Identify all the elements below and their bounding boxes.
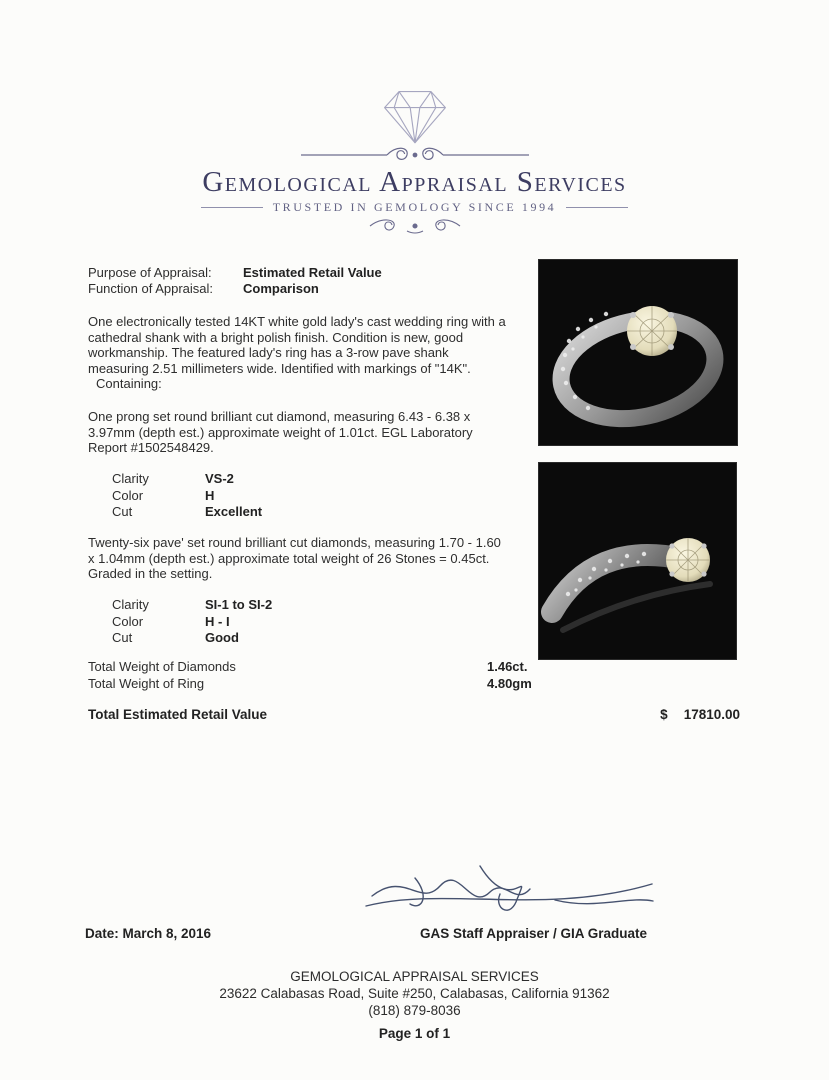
- footer-company: GEMOLOGICAL APPRAISAL SERVICES: [290, 969, 539, 984]
- cut-label: Cut: [112, 504, 133, 519]
- currency-symbol: $: [660, 707, 668, 722]
- containing-label: Containing:: [96, 376, 162, 391]
- ring-photo-top: [538, 259, 738, 446]
- clarity-value: SI-1 to SI-2: [205, 597, 273, 612]
- appraiser-title: GAS Staff Appraiser / GIA Graduate: [420, 926, 648, 941]
- tagline-rule-left: [201, 207, 263, 208]
- purpose-value: Estimated Retail Value: [243, 265, 382, 280]
- ring-description: One electronically tested 14KT white gold lady's cast wedding ring with a cathedral shank with a bright polish finish. Condition is new, good workmanship. The featured lady's ring has a 3-row pave shank measuring 2.51 millimeters wide. Identified with markings of "14K".: [88, 314, 506, 376]
- stone1-description: One prong set round brilliant cut diamond, measuring 6.43 - 6.38 x 3.97mm (depth est.) approximate weight of 1.01ct. EGL Laboratory Report #1502548429.: [88, 409, 473, 455]
- stone2-grades: [112, 597, 534, 647]
- total-ring-value: 4.80gm: [487, 675, 532, 691]
- appraiser-signature: [360, 856, 660, 932]
- letterhead: [0, 82, 829, 236]
- total-diamonds-value: 1.46ct.: [487, 659, 528, 674]
- function-value: Comparison: [243, 280, 319, 296]
- cut-label: Cut: [112, 630, 133, 645]
- cut-value: Good: [205, 630, 239, 645]
- color-label: Color: [112, 613, 144, 629]
- footer-phone: (818) 879-8036: [368, 1003, 461, 1018]
- diamond-outline-icon: [0, 82, 829, 146]
- ring-description-block: [88, 314, 510, 392]
- cut-value: Excellent: [205, 504, 263, 519]
- tagline-rule-right: [566, 207, 628, 208]
- color-value: H: [205, 487, 215, 503]
- appraisal-purpose-block: [88, 265, 510, 296]
- total-diamonds-label: Total Weight of Diamonds: [88, 659, 236, 674]
- total-ring-label: Total Weight of Ring: [88, 675, 205, 691]
- stone2-description: Twenty-six pave' set round brilliant cut diamonds, measuring 1.70 - 1.60 x 1.04mm (depth est.) approximate total weight of 26 Stones = 0.45ct. Graded in the setting.: [88, 535, 501, 581]
- retail-amount: 17810.00: [683, 707, 740, 722]
- retail-value-row: [88, 707, 740, 723]
- clarity-value: VS-2: [205, 471, 234, 486]
- appraisal-date: Date: March 8, 2016: [85, 926, 212, 941]
- tagline-row: [0, 200, 829, 216]
- clarity-label: Clarity: [112, 471, 149, 486]
- clarity-label: Clarity: [112, 597, 149, 612]
- function-label: Function of Appraisal:: [88, 280, 214, 296]
- totals-block: [88, 659, 558, 692]
- footer: [0, 968, 829, 1042]
- color-value: H - I: [205, 613, 230, 629]
- retail-value-label: Total Estimated Retail Value: [88, 707, 268, 722]
- footer-address: 23622 Calabasas Road, Suite #250, Calabasas, California 91362: [219, 986, 610, 1001]
- company-tagline: TRUSTED IN GEMOLOGY SINCE 1994: [272, 200, 557, 214]
- color-label: Color: [112, 487, 144, 503]
- purpose-label: Purpose of Appraisal:: [88, 265, 212, 280]
- page-number: Page 1 of 1: [378, 1026, 451, 1041]
- stone1-grades: [112, 471, 534, 521]
- ring-photo-side: [538, 462, 737, 660]
- company-title: Gemological Appraisal Services: [202, 166, 627, 198]
- flourish-bottom-icon: [0, 216, 829, 236]
- flourish-top-icon: [0, 146, 829, 164]
